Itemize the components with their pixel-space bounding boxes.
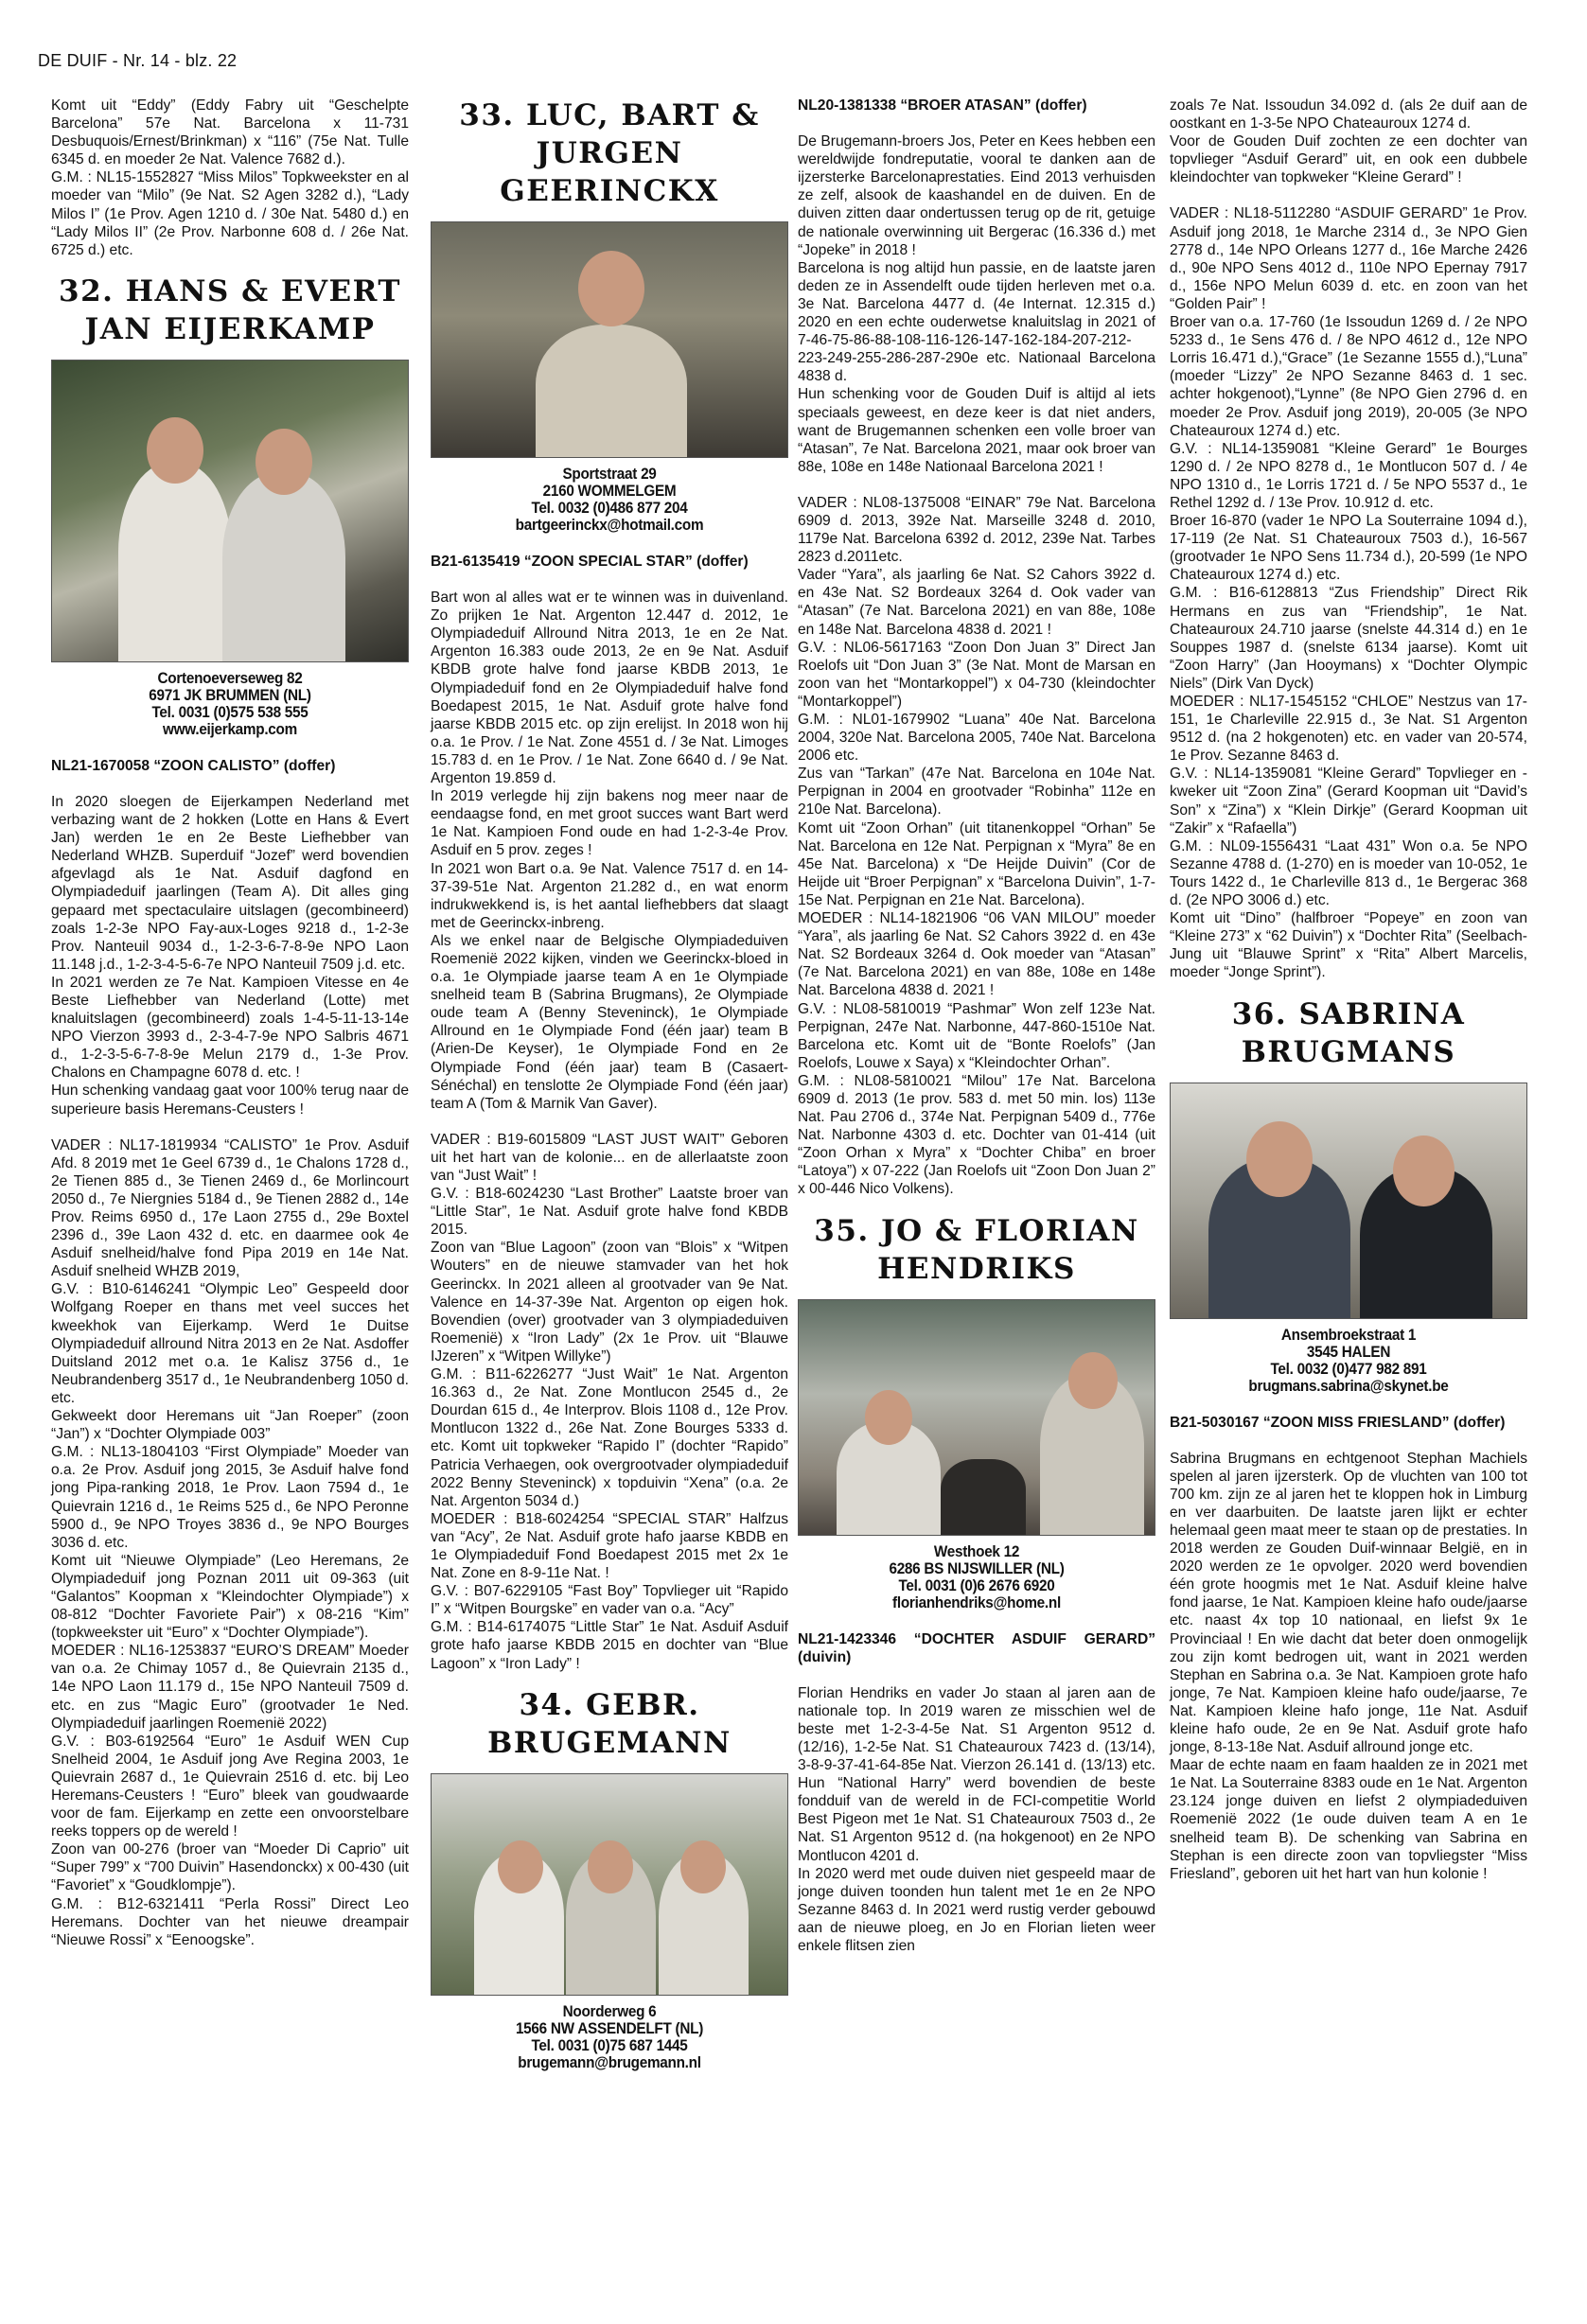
paragraph: G.V. : B03-6192564 “Euro” 1e Asduif WEN Cup Snelheid 2004, 1e Asduif jong Ave Regina 2003, 1e Quievrain 2687 d., 1e Quievrain 2516 d. etc. bij Leo Heremans-Ceusters ! “Euro” bleek van goudwaarde voor de fam. Eijerkamp en zette een onvoorstelbare reeks toppers op de wereld ! xyxy=(51,1733,409,1840)
paragraph: Vader “Yara”, als jaarling 6e Nat. S2 Cahors 3922 d. en 43e Nat. S2 Bordeaux 3264 d. Ook vader van “Atasan” (7e Nat. Barcelona 2021) en van 88e, 108e en 148e Nat. Barcelona 4838 d. 2021 ! xyxy=(798,567,1155,638)
photo-hendriks xyxy=(798,1299,1155,1536)
ring-title: NL21-1423346 “DOCHTER ASDUIF GERARD” (duivin) xyxy=(798,1630,1155,1665)
section-title-32: 32. HANS & EVERT JAN EIJERKAMP xyxy=(59,273,401,346)
address-city: 6971 JK BRUMMEN (NL) xyxy=(149,685,311,704)
paragraph: G.M. : B12-6321411 “Perla Rossi” Direct Leo Heremans. Dochter van het nieuwe dreampair “Nieuwe Rossi” x “Eenoogske”. xyxy=(51,1895,409,1948)
paragraph: Hun schenking voor de Gouden Duif is altijd al iets speciaals geweest, en deze keer is dat niet anders, want de Brugemannen schenken een volle broer van “Atasan”, 7e Nat. Barcelona 2021, maar ook broer van 88e, 108e en 148e Nationaal Barcelona 2021 ! xyxy=(798,386,1155,475)
paragraph: Hun schenking vandaag gaat voor 100% terug naar de superieure basis Heremans-Ceusters ! xyxy=(51,1083,409,1118)
address-street: Cortenoeverseweg 82 xyxy=(157,668,303,687)
ring-title: NL21-1670058 “ZOON CALISTO” (doffer) xyxy=(51,757,336,774)
address-city: 6286 BS NIJSWILLER (NL) xyxy=(889,1558,1065,1577)
ring-title: B21-5030167 “ZOON MISS FRIESLAND” (doffer) xyxy=(1170,1414,1506,1431)
address-phone: Tel. 0031 (0)575 538 555 xyxy=(151,702,309,721)
paragraph: Komt uit “Eddy” (Eddy Fabry uit “Geschelpte Barcelona” 57e Nat. Barcelona x 11-731 Desbuquois/Ernest/Brinkman) x “116” (75e Nat. Tulle 6345 d. en moeder 2e Nat. Valence 7682 d.). xyxy=(51,97,409,168)
paragraph: Komt uit “Nieuwe Olympiade” (Leo Heremans, 2e Olympiadeduif jong Poznan 2011 uit 09-363 (uit “Galantos” Koopman x “Kleindochter Olympiade”) x 08-812 “Dochter Favoriete Pair”) x 08-216 “Kim” (topkweekster uit “Euro” x “Dochter Olympiade”). xyxy=(51,1552,409,1642)
address-email[interactable]: brugmans.sabrina@skynet.be xyxy=(1248,1376,1449,1395)
address-city: 2160 WOMMELGEM xyxy=(542,482,677,500)
paragraph: G.V. : NL14-1359081 “Kleine Gerard” Topvlieger en -kweker uit “Zoon Zina” (Gerard Koopman uit “David’s Son” x “Zina”) x “Klein Dirkje” (Gerard Koopman uit “Zakir” x “Rafaella”) xyxy=(1170,766,1527,836)
paragraph: MOEDER : NL17-1545152 “CHLOE” Nestzus van 17-151, 1e Charleville 22.915 d., 3e Nat. S1 Argenton 9512 d. (na 2 hokgenoten) etc. en vader van 20-574, 1e Prov. Sezanne 8463 d. xyxy=(1170,694,1527,765)
paragraph: G.V. : NL14-1359081 “Kleine Gerard” 1e Bourges 1290 d. / 2e NPO 8278 d., 1e Montlucon 507 d. / 4e NPO 1310 d., 1e Lorris 1721 d. / 5e NPO 5537 d., 1e Rethel 1292 d. / 13e Prov. 10.912 d. etc. xyxy=(1170,440,1527,511)
address-street: Noorderweg 6 xyxy=(562,2001,657,2020)
paragraph: Broer van o.a. 17-760 (1e Issoudun 1269 d. / 2e NPO 5233 d., 1e Sens 476 d. / 8e NPO 4612 d., 12e NPO Lorris 16.471 d.),“Grace” (1e Sezanne 1555 d.),“Luna” (moeder “Lizzy” 2e NPO Sezanne 8463 d. 1 sec. achter hokgenoot),“Lynne” (8e NPO Gien 2796 d. en moeder 2e Prov. Asduif jong 2019), 20-005 (3e NPO Chateauroux 1274 d.) etc. xyxy=(1170,314,1527,439)
paragraph: Zus van “Tarkan” (47e Nat. Barcelona en 104e Nat. Perpignan in 2004 en grootvader “Robinha” 112e en 210e Nat. Barcelona). xyxy=(798,766,1155,819)
paragraph: Zoon van “Blue Lagoon” (zoon van “Blois” x “Witpen Wouters” en de nieuwe stamvader van het hok Geerinckx. In 2021 alleen al grootvader van 9e Nat. Valence en 14-37-39e Nat. Argenton op eigen hok. Bovendien (over) grootvader van 3 olympiadeduiven Roemenië) x “Iron Lady” (2x 1e Prov. uit “Blauwe IJzeren” x “Witpen Willyke”) xyxy=(431,1240,788,1364)
paragraph: In 2021 werden ze 7e Nat. Kampioen Vitesse en 4e Beste Liefhebber van Nederland (Lotte) met knaluitslagen (gecombineerd) zoals 1-4-5-11-13-14e NPO Vierzon 3993 d., 2-3-4-7-9e NPO Salbris 4671 d., 1-2-3-5-6-7-8-9e Melun 2179 d., 1-3e Prov. Chalons en Champagne 6078 d. etc. ! xyxy=(51,974,409,1082)
paragraph: MOEDER : NL16-1253837 “EURO’S DREAM” Moeder van o.a. 2e Chimay 1057 d., 8e Quievrain 2135 d., 14e NPO Laon 11.179 d., 15e NPO Nanteuil 7509 d. etc. en zus “Magic Euro” (grootvader 1e Ned. Olympiadeduif jaarlingen Roemenië 2022) xyxy=(51,1643,409,1732)
column-4 xyxy=(1170,97,1527,1883)
paragraph: Florian Hendriks en vader Jo staan al jaren aan de nationale top. In 2019 waren ze misschien wel de beste met 1-2-3-4-5e Nat. S1 Argenton 9512 d. (12/16), 1-2-5e Nat. S1 Chateauroux 7423 d. (13/14), 3-8-9-37-41-64-85e Nat. Vierzon 26.141 d. (13/13) etc. Hun “National Harry” werd bovendien de beste fondduif van de wereld in de FCI-competitie World Best Pigeon met 1e Nat. S1 Chateauroux 7503 d., 2e Nat. S1 Argenton 9512 d. (na hokgenoot) en 2e NPO Montlucon 4201 d. xyxy=(798,1684,1155,1864)
paragraph: G.V. : NL08-5810019 “Pashmar” Won zelf 123e Nat. Perpignan, 247e Nat. Narbonne, 447-860-1510e Nat. Barcelona etc. Komt uit de “Bonte Roelofs” (Jan Roelofs, Louwe x Saya) x “Kleindochter Orhan”. xyxy=(798,1000,1155,1071)
paragraph: G.M. : NL09-1556431 “Laat 431” Won o.a. 5e NPO Sezanne 4788 d. (1-270) en is moeder van 10-052, 1e Tours 1422 d., 1e Charleville 813 d., 1e Bergerac 368 d. (2e NPO 3006 d.) etc. xyxy=(1170,837,1527,909)
paragraph: Voor de Gouden Duif zochten ze een dochter van topvlieger “Asduif Gerard” uit, en ook een dubbele kleindochter van topkweker “Kleine Gerard” ! xyxy=(1170,133,1527,186)
paragraph: MOEDER : NL14-1821906 “06 VAN MILOU” moeder “Yara”, als jaarling 6e Nat. S2 Cahors 3922 d. en 43e Nat. S2 Bordeaux 3264 d. Ook moeder van “Atasan” (7e Nat. Barcelona 2021) en van 88e, 108e en 148e Nat. Barcelona 4838 d. 2021 ! xyxy=(798,910,1155,999)
address-email[interactable]: bartgeerinckx@hotmail.com xyxy=(515,516,704,534)
address-block xyxy=(449,466,770,534)
page-header: DE DUIF - Nr. 14 - blz. 22 xyxy=(38,51,238,70)
address-block xyxy=(69,670,391,738)
paragraph: VADER : B19-6015809 “LAST JUST WAIT” Geboren uit het hart van de kolonie... en de allerlaatste zoon van “Just Wait” ! xyxy=(431,1131,788,1184)
paragraph: Als we enkel naar de Belgische Olympiadeduiven Roemenië 2022 kijken, vinden we Geerinckx-bloed in o.a. 1e Olympiade jaarse team A en 1e Olympiade snelheid team B (Sabrina Brugmans), 2e Olympiade oude team A (Benny Steveninck), 1e Olympiade Allround en 1e Olympiade Fond (één jaar) team B (Arien-De Keyser), 1e Olympiade Fond en 2e Olympiade Fond (één jaar) team B (Casaert-Sénéchal) en tenslotte 2e Olympiade Fond (één jaar) team A (Tom & Marnik Van Gaver). xyxy=(431,932,788,1112)
paragraph: VADER : NL08-1375008 “EINAR” 79e Nat. Barcelona 6909 d. 2013, 392e Nat. Marseille 3248 d. 2010, 1179e Nat. Barcelona 6392 d. 2012, 239e Nat. Tarbes 2823 d.2011etc. xyxy=(798,494,1155,566)
address-phone: Tel. 0031 (0)6 2676 6920 xyxy=(898,1576,1055,1594)
paragraph: G.M. : NL13-1804103 “First Olympiade” Moeder van o.a. 2e Prov. Asduif jong 2015, 3e Asduif halve fond jong Pipa-ranking 2018, 1e Prov. Laon 7594 d., 1e Quievrain 1216 d., 1e Reims 525 d., 6e NPO Peronne 5900 d., 9e NPO Troyes 3836 d., 9e NPO Bourges 3036 d. etc. xyxy=(51,1444,409,1551)
paragraph: G.V. : B18-6024230 “Last Brother” Laatste broer van “Little Star”, 1e Nat. Asduif grote halve fond KBDB 2015. xyxy=(431,1186,788,1239)
address-block xyxy=(1188,1327,1509,1395)
paragraph: Komt uit “Zoon Orhan” (uit titanenkoppel “Orhan” 5e Nat. Barcelona en 12e Nat. Perpignan x “Myra” 8e en 45e Nat. Barcelona) x “De Heijde Duivin” (Cor de Heijde uit “Broer Perpignan” x “Barcelona Duivin”, 1-7-15e Nat. Perpignan en 21e Nat. Barcelona). xyxy=(798,819,1155,908)
paragraph: In 2019 verlegde hij zijn bakens nog meer naar de eendaagse fond, en met groot succes want Bart werd 1e Nat. Kampioen Fond oude en had 1-2-3-4e Prov. Asduif en 5 prov. zeges ! xyxy=(431,788,788,859)
paragraph: Sabrina Brugmans en echtgenoot Stephan Machiels spelen al jaren ijzersterk. Op de vluchten van 100 tot 700 km. zijn ze al jaren het te kloppen hok in Limburg en ver daarbuiten. De laatste jaren lijkt er echter helemaal geen maat meer te staan op de prestaties. In 2018 werden ze Gouden Duif-winnaar België, en in 2020 werden ze 1e opvolger. 2020 werd bovendien één grote hoogmis met 1e Nat. Asduif kleine halve fond jaarse, 1e Nat. Kampioen kleine hafo oude/jaarse etc. naast 4x top 10 nationaal, en liefst 9x 1e Provinciaal ! En wie dacht dat beter doen onmogelijk zou zijn komt bedrogen uit, want in 2021 werden Stephan en Sabrina o.a. 3e Nat. Kampioen grote hafo jonge, 7e Nat. Kampioen kleine hafo oude/jaarse, 7e Nat. Kampioen kleine hafo jonge, 11e Nat. Asduif kleine hafo oude, 2e en 9e Nat. Asduif grote hafo jonge, 8-13-18e Nat. Asduif allround jonge etc. xyxy=(1170,1450,1527,1756)
address-street: Sportstraat 29 xyxy=(562,465,657,483)
address-web[interactable]: www.eijerkamp.com xyxy=(163,719,297,738)
photo-brugmans xyxy=(1170,1083,1527,1319)
paragraph: Gekweekt door Heremans uit “Jan Roeper” (zoon “Jan”) x “Dochter Olympiade 003” xyxy=(51,1408,409,1443)
paragraph: zoals 7e Nat. Issoudun 34.092 d. (als 2e duif aan de oostkant en 1-3-5e NPO Chateauroux 1274 d. xyxy=(1170,97,1527,132)
paragraph: G.M. : NL01-1679902 “Luana” 40e Nat. Barcelona 2004, 320e Nat. Barcelona 2005, 740e Nat. Barcelona 2006 etc. xyxy=(798,712,1155,765)
address-street: Westhoek 12 xyxy=(933,1541,1020,1560)
paragraph: Bart won al alles wat er te winnen was in duivenland. Zo prijken 1e Nat. Argenton 12.447 d. 2012, 1e Olympiadeduif Allround Nitra 2013, 1e en 2e Nat. Argenton 16.383 oude 2013, 2e en 9e Nat. Asduif KBDB grote halve fond jaarse KBDB 2013, 1e Olympiadeduif fond en 2e Olympiadeduif halve fond Boedapest 2015, 1e Nat. Asduif grote halve fond jaarse KBDB 2015 etc. op zijn erelijst. In 2018 won hij o.a. 1e Prov. / 1e Nat. Zone 4551 d. / 3e Nat. Limoges 15.783 d. en 1e Prov. / 1e Nat. Zone 6640 d. / 9e Nat. Argenton 19.859 d. xyxy=(431,590,788,787)
paragraph: VADER : NL17-1819934 “CALISTO” 1e Prov. Asduif Afd. 8 2019 met 1e Geel 6739 d., 1e Chalons 1728 d., 2e Tienen 885 d., 3e Tienen 2469 d., 6e Morlincourt 2050 d., 7e Niergnies 5184 d., 9e Tienen 2882 d., 14e Prov. Reims 6950 d., 17e Laon 2755 d., 29e Boxtel 2396 d., 39e Laon 432 d. etc. en daarmee ook 4e Asduif snelheid/halve fond Pipa 2019 en 14e Nat. Asduif snelheid WHZB 2019, xyxy=(51,1136,409,1280)
address-email[interactable]: florianhendriks@home.nl xyxy=(892,1593,1061,1611)
address-city: 3545 HALEN xyxy=(1306,1342,1391,1361)
paragraph: G.M. : B16-6128813 “Zus Friendship” Direct Rik Hermans en zus van “Friendship”, 1e Nat. Chateauroux 24.710 jaarse (snelste 44.314 d.) en 1e Souppes 1987 d. (snelste 6134 jaarse). Komt uit “Zoon Harry” (Jan Hooymans) x “Dochter Olympic Niels” (Dirk Van Dyck) xyxy=(1170,585,1527,692)
address-city: 1566 NW ASSENDELFT (NL) xyxy=(515,2018,704,2037)
paragraph: Broer 16-870 (vader 1e NPO La Souterraine 1094 d.), 17-119 (2e Nat. S1 Chateauroux 7503 d.), 16-567 (grootvader 1e NPO Sens 11.734 d.), 20-599 (1e NPO Chateauroux 1274 d.) etc. xyxy=(1170,513,1527,584)
address-phone: Tel. 0031 (0)75 687 1445 xyxy=(531,2035,688,2054)
section-title-36: 36. SABRINA BRUGMANS xyxy=(1231,996,1466,1069)
section-title-35: 35. JO & FLORIAN HENDRIKS xyxy=(814,1213,1139,1286)
paragraph: MOEDER : B18-6024254 “SPECIAL STAR” Halfzus van “Acy”, 2e Nat. Asduif grote hafo jaarse KBDB en 1e Olympiadeduif Fond Boedapest 2015 met 2x 1e Nat. Zone en 8-9-11e Nat. ! xyxy=(431,1510,788,1582)
paragraph: G.V. : NL06-5617163 “Zoon Don Juan 3” Direct Jan Roelofs uit “Don Juan 3” (3e Nat. Mont de Marsan en zoon van het “Montarkoppel”) x 04-730 (kleindochter “Montarkoppel”) xyxy=(798,639,1155,710)
paragraph: In 2020 werd met oude duiven niet gespeeld maar de jonge duiven toonden hun talent met 1e en 2e NPO Sezanne 8463 d. In 2021 werd rustig verder gebouwd aan de nieuwe ploeg, en Jo en Florian lieten weer enkele flitsen zien xyxy=(798,1865,1155,1955)
paragraph: In 2021 won Bart o.a. 9e Nat. Valence 7517 d. en 14-37-39-51e Nat. Argenton 21.282 d., en wat enorm indrukwekkend is, is het aantal liefhebbers dat slaagt met de Geerinckx-inbreng. xyxy=(431,860,788,931)
ring-title: B21-6135419 “ZOON SPECIAL STAR” (doffer) xyxy=(431,554,749,570)
paragraph: VADER : NL18-5112280 “ASDUIF GERARD” 1e Prov. Asduif jong 2018, 1e Marche 2314 d., 3e NPO Gien 2778 d., 14e NPO Orleans 1277 d., 16e Marche 2426 d., 90e NPO Sens 4012 d., 110e NPO Epernay 7917 d., 156e NPO Melun 6039 d. etc. en zoon van het “Golden Pair” ! xyxy=(1170,205,1527,312)
address-phone: Tel. 0032 (0)486 877 204 xyxy=(531,499,688,517)
photo-brugemann xyxy=(431,1773,788,1996)
photo-eijerkamp xyxy=(51,360,409,662)
paragraph: Komt uit “Dino” (halfbroer “Popeye” en zoon van “Kleine 273” x “62 Duivin”) x “Dochter Rita” (Seelbach-Jung uit “Blauwe Sprint” x “Rita” Albert Marcelis, moeder “Jonge Sprint”). xyxy=(1170,910,1527,981)
paragraph: G.M. : NL08-5810021 “Milou” 17e Nat. Barcelona 6909 d. 2013 (1e prov. 583 d. met 50 min. los) 113e Nat. Pau 2706 d., 374e Nat. Perpignan 5409 d., 776e Nat. Narbonne 4303 d. etc. Dochter van 01-414 (uit “Zoon Orhan x Myra” x “Dochter Chiba” en broer “Latoya”) x 07-222 (Jan Roelofs uit “Zoon Don Juan 2” x 00-446 Nico Volkens). xyxy=(798,1072,1155,1198)
paragraph: In 2020 sloegen de Eijerkampen Nederland met verbazing want de 2 hokken (Lotte en Hans & Evert Jan) werden 1e en 2e Beste Liefhebber van Nederland WHZB. Superduif “Jozef” werd bovendien afgevlagd als 1e Nat. Asduif dagfond en Olympiadeduif jaarlingen (Team A). Dit alles ging gepaard met spectaculaire uitslagen (gecombineerd) zoals 1-2-3e NPO Fay-aux-Loges 9218 d., 1-2-3e Prov. Nanteuil 9034 d., 1-2-3-6-7-8-9e NPO Laon 11.148 j.d., 1-2-3-4-5-6-7e NPO Nanteuil 7509 j.d. etc. xyxy=(51,793,409,973)
paragraph: G.V. : B07-6229105 “Fast Boy” Topvlieger uit “Rapido I” x “Witpen Bourgske” en vader van o.a. “Acy” xyxy=(431,1583,788,1618)
paragraph: G.M. : B11-6226277 “Just Wait” 1e Nat. Argenton 16.363 d., 2e Nat. Zone Montlucon 2545 d., 2e Dourdan 615 d., 4e Interprov. Blois 1108 d., 12e Prov. Montlucon 1322 d., 26e Nat. Zone Bourges 5333 d. etc. Komt uit topkweker “Rapido I” (dochter “Rapido” Patricia Verhaegen, ook overgrootvader olympiadeduif 2022 Benny Steveninck) x topduivin “Xena” (o.a. 2e Nat. Argenton 5034 d.) xyxy=(431,1366,788,1509)
paragraph: G.M. : NL15-1552827 “Miss Milos” Topkweekster en al moeder van “Milo” (9e Nat. S2 Agen 3282 d.), “Lady Milos I” (1e Prov. Agen 1210 d. / 30e Nat. 5480 d.) en “Lady Milos II” (2e Prov. Narbonne 608 d. / 26e Nat. 6725 d.) etc. xyxy=(51,169,409,258)
address-block xyxy=(449,2003,770,2071)
address-phone: Tel. 0032 (0)477 982 891 xyxy=(1270,1359,1427,1378)
column-1 xyxy=(51,97,409,1949)
column-3 xyxy=(798,97,1155,1955)
address-block xyxy=(816,1543,1137,1611)
section-title-34: 34. GEBR. BRUGEMANN xyxy=(487,1687,732,1760)
paragraph: Maar de echte naam en faam haalden ze in 2021 met 1e Nat. La Souterraine 8383 oude en 1e Nat. Argenton 23.124 jonge duiven en liefst 2 olympiadeduiven Roemenië 2022 (1e oude duiven team A en 1e snelheid team B). De schenking van Sabrina en Stephan is een directe zoon van topvliegster “Miss Friesland”, geboren uit het hart van hun kolonie ! xyxy=(1170,1757,1527,1882)
paragraph: De Brugemann-broers Jos, Peter en Kees hebben een wereldwijde fondreputatie, vooral te danken aan de ijzersterke Barcelonaprestaties. Eind 2013 verhuisden ze zelf, alsook de kaashandel en de duiven. En de duiven zitten daar ondertussen terug op de rit, getuige de nationale overwinning uit Bergerac (16.336 d.) met “Jopeke” in 2018 ! xyxy=(798,133,1155,258)
paragraph: Barcelona is nog altijd hun passie, en de laatste jaren deden ze in Assendelft oude tijden herleven met o.a. 3e Nat. Barcelona 4477 d. (4e Internat. 12.315 d.) 2020 en een echte ouderwetse knaluitslag in 2021 of 7-46-75-86-88-108-116-126-147-162-184-207-212-223-249-255-286-287-290e etc. Nationaal Barcelona 4838 d. xyxy=(798,259,1155,385)
paragraph: G.V. : B10-6146241 “Olympic Leo” Gespeeld door Wolfgang Roeper en thans met veel succes het kweekhok van Eijerkamp. Werd 1e Duitse Olympiadeduif allround Nitra 2013 en 2e Nat. Asdoffer Duitsland 2012 met o.a. 1e Kalisz 3756 d., 1e Neubrandenberg 3517 d., 1e Neubrandenberg 1050 d. etc. xyxy=(51,1281,409,1406)
address-email[interactable]: brugemann@brugemann.nl xyxy=(518,2052,701,2071)
address-street: Ansembroekstraat 1 xyxy=(1280,1325,1417,1344)
section-title-33: 33. LUC, BART & JURGEN GEERINCKX xyxy=(459,98,760,208)
paragraph: Zoon van 00-276 (broer van “Moeder Di Caprio” uit “Super 799” x “700 Duivin” Hasendonckx) x 00-430 (uit “Favoriet” x “Goudklompje”). xyxy=(51,1841,409,1894)
paragraph: G.M. : B14-6174075 “Little Star” 1e Nat. Asduif Asduif grote hafo jaarse KBDB 2015 en dochter van “Blue Lagoon” x “Iron Lady” ! xyxy=(431,1619,788,1672)
ring-title: NL20-1381338 “BROER ATASAN” (doffer) xyxy=(798,97,1087,114)
photo-geerinckx xyxy=(431,221,788,458)
column-2 xyxy=(431,97,788,2090)
